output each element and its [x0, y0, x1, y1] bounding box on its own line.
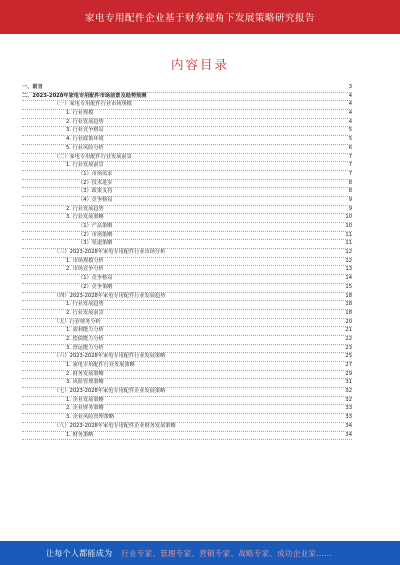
- toc-entry-title: 4. 行业政策环境: [66, 136, 104, 143]
- toc-entry-page: 7: [348, 170, 352, 177]
- toc-entry[interactable]: [22, 240, 352, 249]
- footer-roles: 行业专家、管理专家、营销专家、战略专家、成功企业家……: [121, 549, 332, 558]
- toc-entry-title: （2）竞争策略: [78, 283, 113, 290]
- toc-entry-page: 8: [348, 179, 352, 186]
- toc-entry-page: 25: [345, 353, 352, 360]
- toc-entry[interactable]: [22, 301, 352, 310]
- toc-entry-title: （五）行业财务分析: [54, 318, 101, 325]
- toc-entry-page: 14: [345, 275, 352, 282]
- toc-entry-page: 27: [345, 362, 352, 368]
- toc-entry-title: （八）2023-2028年家电专用配件企业财务发展策略: [54, 422, 176, 429]
- toc-entry[interactable]: [22, 101, 352, 110]
- toc-entry-title: （3）渠道策略: [78, 240, 113, 247]
- toc-entry-page: 34: [345, 431, 352, 438]
- toc-entry-title: 2. 行业发展趋势: [66, 118, 104, 125]
- toc-entry-title: （2）技术进步: [78, 179, 113, 186]
- toc-entry[interactable]: [22, 145, 352, 154]
- toc-entry[interactable]: [22, 197, 352, 206]
- toc-entry-title: 1. 企业发展策略: [66, 396, 104, 403]
- footer-slogan: 让每个人都能成为: [46, 549, 113, 558]
- toc-entry-page: 29: [345, 370, 352, 377]
- toc-entry-title: 3. 企业风险管理策略: [66, 414, 115, 421]
- toc-entry[interactable]: [22, 171, 352, 180]
- toc-entry[interactable]: [22, 162, 352, 171]
- toc-entry-title: 5. 行业风险分析: [66, 144, 104, 151]
- toc-entry-title: 2. 行业发展前景: [66, 309, 104, 316]
- toc-entry-title: （七）2023-2028年家电专用配件企业发展策略: [54, 388, 166, 395]
- report-title: 家电专用配件企业基于财务视角下发展策略研究报告: [84, 13, 315, 24]
- toc-entry-title: （4）竞争格局: [78, 196, 113, 203]
- toc-entry-title: 1. 家电专用配件行业发展策略: [66, 362, 135, 368]
- toc-entry-title: 2. 市场竞争分析: [66, 266, 104, 273]
- header-banner: [0, 0, 400, 34]
- toc-entry[interactable]: [22, 84, 352, 93]
- toc-entry[interactable]: [22, 214, 352, 223]
- toc-entry[interactable]: [22, 345, 352, 354]
- toc-entry-page: 12: [345, 249, 352, 256]
- toc-entry[interactable]: [22, 266, 352, 275]
- toc-entry-page: 32: [345, 388, 352, 395]
- toc-entry-title: 2. 行业发展趋势: [66, 205, 104, 212]
- toc-entry-title: 2. 偿债能力分析: [66, 335, 104, 342]
- toc-entry-page: 32: [345, 396, 352, 403]
- toc-entry[interactable]: [22, 379, 352, 388]
- toc-entry[interactable]: [22, 388, 352, 397]
- toc-entry-title: （1）市场需求: [78, 170, 113, 177]
- toc-entry[interactable]: [22, 284, 352, 293]
- toc-entry-page: 22: [345, 335, 352, 342]
- toc-entry-page: 34: [345, 422, 352, 429]
- toc-entry-page: 33: [345, 405, 352, 412]
- toc-entry[interactable]: [22, 188, 352, 197]
- toc-entry-title: 1. 财务策略: [66, 431, 94, 438]
- toc-entry[interactable]: [22, 232, 352, 241]
- toc-entry[interactable]: [22, 206, 352, 215]
- toc-entry-page: 21: [345, 327, 352, 334]
- toc-entry-page: 4: [348, 118, 352, 125]
- toc-entry-title: （二）家电专用配件行业发展前景: [54, 153, 132, 160]
- toc-entry-page: 15: [345, 283, 352, 290]
- toc-entry[interactable]: [22, 362, 352, 371]
- toc-entry-page: 7: [348, 153, 352, 160]
- toc-entry[interactable]: [22, 136, 352, 145]
- toc-entry-title: （1）竞争格局: [78, 275, 113, 282]
- toc-entry[interactable]: [22, 110, 352, 119]
- toc-entry-title: （一）家电专用配件行业市场规模: [54, 101, 132, 108]
- toc-entry[interactable]: [22, 275, 352, 284]
- toc-entry-page: 11: [345, 231, 352, 238]
- toc-entry-title: 3. 风险管理策略: [66, 379, 104, 386]
- toc-entry-page: 31: [345, 379, 352, 386]
- toc-entry-title: 1. 行业规模: [66, 110, 94, 117]
- toc-entry-page: 7: [348, 162, 352, 169]
- toc-entry-page: 11: [345, 240, 352, 247]
- toc-entry[interactable]: [22, 310, 352, 319]
- toc-entry-page: 6: [348, 144, 352, 151]
- toc-entry-title: 3. 营运能力分析: [66, 344, 104, 351]
- toc-entry-page: 18: [345, 309, 352, 316]
- toc-entry-page: 4: [348, 110, 352, 117]
- toc-entry[interactable]: [22, 336, 352, 345]
- toc-entry-title: 1. 行业发展趋势: [66, 301, 104, 308]
- toc-entry-page: 13: [345, 266, 352, 273]
- toc-entry-title: （3）政策支持: [78, 188, 113, 195]
- toc-entry[interactable]: [22, 327, 352, 336]
- toc-entry-page: 23: [345, 344, 352, 351]
- toc-entry-page: 5: [348, 136, 352, 143]
- footer-banner: [0, 541, 400, 565]
- toc-entry-title: 2. 财务发展策略: [66, 370, 104, 377]
- toc-entry-title: （六）2023-2028年家电专用配件行业发展策略: [54, 353, 166, 360]
- toc-entry-page: 18: [345, 292, 352, 299]
- toc-entry-title: 1. 盈利能力分析: [66, 327, 104, 334]
- toc-entry-page: 9: [348, 205, 352, 212]
- toc-entry-title: 3. 行业竞争格局: [66, 127, 104, 134]
- toc-entry-title: 二、2023-2028年家电专用配件市场前景及趋势预测: [22, 92, 147, 99]
- toc-entry-page: 10: [345, 223, 352, 229]
- toc-entry[interactable]: [22, 249, 352, 258]
- toc-entry[interactable]: [22, 423, 352, 432]
- toc-entry-page: 5: [348, 127, 352, 134]
- toc-entry-page: 9: [348, 196, 352, 203]
- toc-entry-page: 4: [348, 92, 352, 99]
- toc-entry-page: 8: [348, 188, 352, 195]
- toc-entry-page: 20: [345, 318, 352, 325]
- toc-entry-page: 12: [345, 257, 352, 264]
- toc-entry-title: 一、前言: [22, 84, 43, 90]
- toc-entry-page: 3: [348, 84, 352, 90]
- toc-entry-title: 3. 行业发展策略: [66, 214, 104, 221]
- toc-entry-title: （四）2023-2028年家电专用配件行业发展趋势: [54, 292, 166, 299]
- footer-text: [46, 548, 332, 559]
- toc-entry-page: 10: [345, 214, 352, 221]
- toc-entry[interactable]: [22, 405, 352, 414]
- toc-entry-title: （2）市场策略: [78, 231, 113, 238]
- toc-entry[interactable]: [22, 353, 352, 362]
- toc-entry-page: 18: [345, 301, 352, 308]
- toc-entry[interactable]: [22, 432, 352, 441]
- table-of-contents: [22, 84, 352, 440]
- toc-entry-title: 1. 行业发展前景: [66, 162, 104, 169]
- toc-entry[interactable]: [22, 293, 352, 302]
- toc-entry-page: 33: [345, 414, 352, 421]
- toc-entry-page: 4: [348, 101, 352, 108]
- toc-entry[interactable]: [22, 414, 352, 423]
- toc-entry-title: （三）2023-2028年家电专用配件行业市场分析: [54, 249, 166, 256]
- toc-entry-title: 2. 企业财务策略: [66, 405, 104, 412]
- toc-entry[interactable]: [22, 319, 352, 328]
- toc-entry-title: （1）产品策略: [78, 223, 113, 229]
- toc-entry[interactable]: [22, 154, 352, 163]
- toc-entry-title: 1. 市场规模分析: [66, 257, 104, 264]
- toc-entry[interactable]: [22, 180, 352, 189]
- toc-heading: 内容目录: [170, 57, 229, 72]
- toc-entry[interactable]: [22, 223, 352, 232]
- toc-entry[interactable]: [22, 127, 352, 136]
